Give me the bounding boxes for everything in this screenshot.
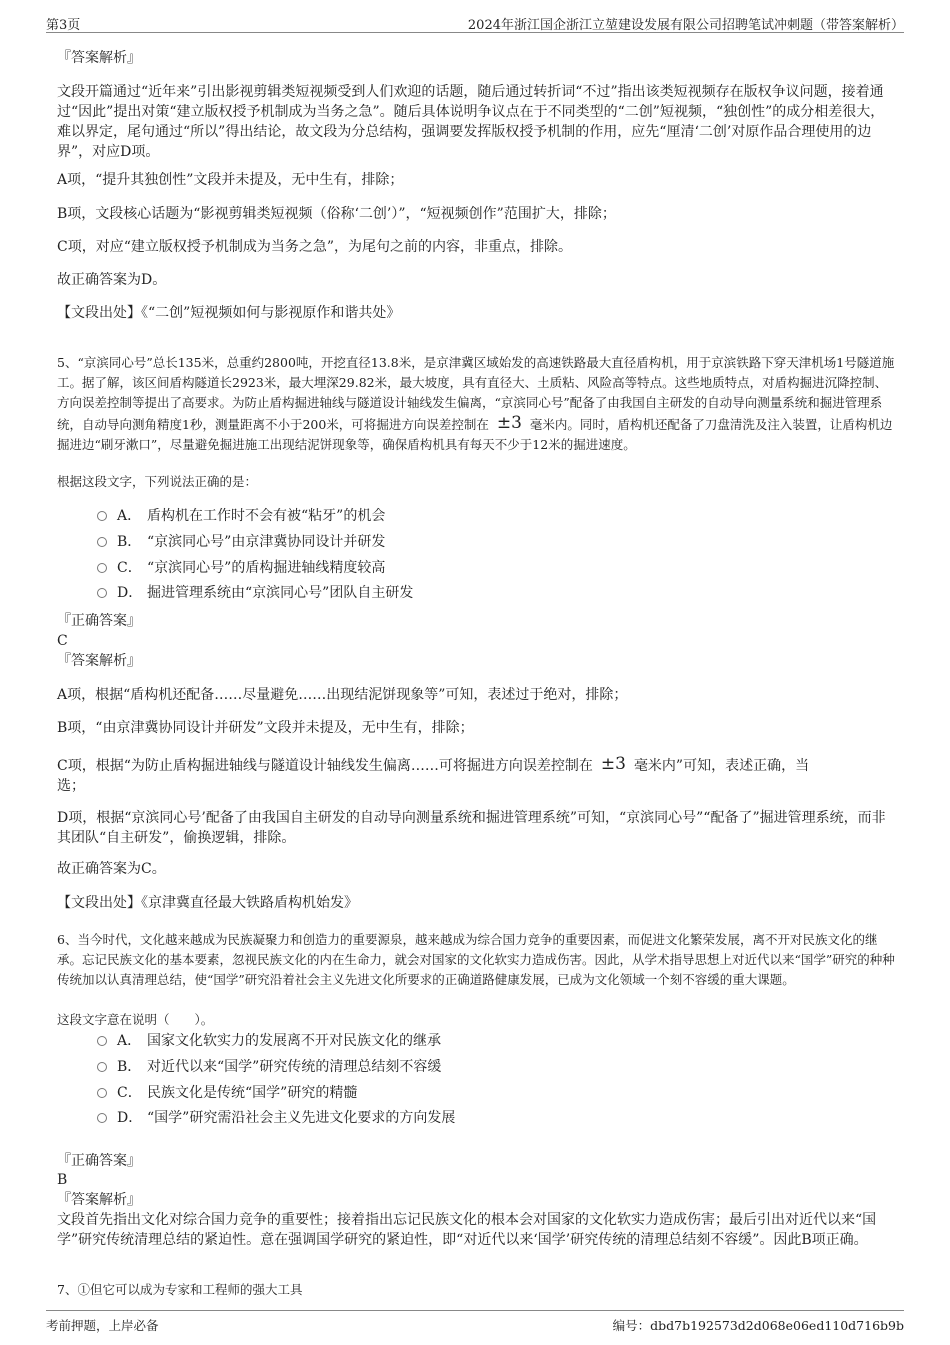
q5-option-b[interactable]: B． “京滨同心号”由京津冀协同设计并研发 — [97, 532, 385, 552]
q7-stem: 7、①但它可以成为专家和工程师的强大工具 — [57, 1282, 303, 1297]
q6-option-c[interactable]: C． 民族文化是传统“国学”研究的精髓 — [97, 1083, 357, 1103]
q4-option-a-analysis: A项，“提升其独创性”文段并未提及，无中生有，排除； — [57, 172, 404, 188]
q6-analysis: 文段首先指出文化对综合国力竞争的重要性；接着指出忘记民族文化的根本会对国家的文化软实力造成伤害；最后引出对近代以来“国学”研究传统清理总结的紧迫性。意在强调国学研究的紧迫性，即“对近代以来‘国学’研究传统的清理总结刻不容缓”。因此B项正确。 — [57, 1212, 877, 1248]
q5-option-d[interactable]: D． 掘进管理系统由“京滨同心号”团队自主研发 — [97, 583, 413, 603]
q5-prompt: 根据这段文字，下列说法正确的是： — [57, 474, 258, 489]
q4-conclusion: 故正确答案为D。 — [57, 272, 167, 288]
q5-answer: C — [57, 633, 68, 649]
q6-option-a[interactable]: A． 国家文化软实力的发展离不开对民族文化的继承 — [97, 1031, 441, 1051]
radio-icon[interactable] — [97, 1036, 107, 1046]
q6-option-b[interactable]: B． 对近代以来“国学”研究传统的清理总结刻不容缓 — [97, 1057, 441, 1077]
document-id: 编号：dbd7b192573d2d068e06ed110d716b9b — [612, 1318, 904, 1333]
q5-conclusion: 故正确答案为C。 — [57, 861, 166, 877]
plus-minus-value: ±3 — [496, 413, 522, 433]
radio-icon[interactable] — [97, 1088, 107, 1098]
q5-stem-part-2: 毫米内。同时，盾构机还配备了刀盘清洗及注入装置，让盾构机边掘进边“刷牙漱口”，尽量避免掘进施工出现结泥饼现象等，确保盾构机具有每天不少于12米的掘进速度。 — [57, 417, 893, 452]
q5-option-b-analysis: B项，“由京津冀协同设计并研发”文段并未提及，无中生有，排除； — [57, 720, 474, 736]
q5-option-d-analysis: D项，根据“京滨同心号’配备了由我国自主研发的自动导向测量系统和掘进管理系统”可知，“京滨同心号”“配备了”掘进管理系统，而非其团队“自主研发”，偷换逻辑，排除。 — [57, 810, 886, 846]
q6-answer-label: 『正确答案』 — [57, 1153, 141, 1169]
q5-answer-label: 『正确答案』 — [57, 613, 141, 629]
radio-icon[interactable] — [97, 588, 107, 598]
q6-answer: B — [57, 1172, 68, 1188]
q5-option-a[interactable]: A． 盾构机在工作时不会有被“粘牙”的机会 — [97, 506, 385, 526]
footer-slogan: 考前押题，上岸必备 — [46, 1318, 159, 1333]
page-footer — [46, 1310, 904, 1333]
q5-option-c[interactable]: C． “京滨同心号”的盾构掘进轴线精度较高 — [97, 558, 385, 578]
q4-option-b-analysis: B项，文段核心话题为“影视剪辑类短视频（俗称‘二创’）”，“短视频创作”范围扩大，排除； — [57, 206, 616, 222]
q6-option-d[interactable]: D． “国学”研究需沿社会主义先进文化要求的方向发展 — [97, 1108, 455, 1128]
document-title: 2024年浙江国企浙江立堃建设发展有限公司招聘笔试冲刺题（带答案解析） — [467, 18, 904, 33]
radio-icon[interactable] — [97, 537, 107, 547]
radio-icon[interactable] — [97, 563, 107, 573]
plus-minus-value: ±3 — [600, 754, 626, 774]
q6-analysis-label: 『答案解析』 — [57, 1192, 141, 1208]
q6-prompt: 这段文字意在说明（ ）。 — [57, 1012, 214, 1027]
page-number: 第3页 — [46, 18, 81, 33]
q5-stem — [57, 353, 897, 455]
q5-analysis-label: 『答案解析』 — [57, 653, 141, 669]
q4-option-c-analysis: C项，对应“建立版权授予机制成为当务之急”，为尾句之前的内容，非重点，排除。 — [57, 239, 573, 255]
q4-analysis-label: 『答案解析』 — [57, 50, 141, 66]
q5-stem-part-1: 5、“京滨同心号”总长135米，总重约2800吨，开挖直径13.8米，是京津冀区域始发的高速铁路最大直径盾构机，用于京滨铁路下穿天津机场1号隧道施工。据了解，该区间盾构隧道长2923米，最大埋深29.82米，最大坡度，具有直径大、土质粘、风险高等特点。这些地质特点，对盾构掘进沉降控制、方向误差控制等提出了高要求。为防止盾构掘进轴线与隧道设计轴线发生偏离，“京滨同心号”配备了由我国自主研发的自动导向测量系统和掘进管理系统，自动导向测角精度1秒，测量距离不小于200米，可将掘进方向误差控制在 — [57, 355, 895, 432]
q4-analysis: 文段开篇通过“近年来”引出影视剪辑类短视频受到人们欢迎的话题，随后通过转折词“不过”指出该类短视频存在版权争议问题，接着通过“因此”提出对策“建立版权授予机制成为当务之急”。随后具体说明争议点在于不同类型的“二创”短视频，“独创性”的成分相差很大，难以界定，尾句通过“所以”得出结论，故文段为分总结构，强调要发挥版权授予机制的作用，应先“厘清‘二创’对原作品合理使用的边界”，对应D项。 — [57, 84, 885, 160]
radio-icon[interactable] — [97, 511, 107, 521]
q6-stem: 6、当今时代，文化越来越成为民族凝聚力和创造力的重要源泉，越来越成为综合国力竞争的重要因素，而促进文化繁荣发展，离不开对民族文化的继承。忘记民族文化的基本要素，忽视民族文化的内在生命力，就会对国家的文化软实力造成伤害。因此，从学术指导思想上对近代以来“国学”研究的种种传统加以认真清理总结，使“国学”研究沿着社会主义先进文化所要求的正确道路健康发展，已成为文化领域一个刻不容缓的重大课题。 — [57, 932, 895, 987]
radio-icon[interactable] — [97, 1062, 107, 1072]
radio-icon[interactable] — [97, 1113, 107, 1123]
q5-option-c-analysis: C项，根据“为防止盾构掘进轴线与隧道设计轴线发生偏离……可将掘进方向误差控制在 ±3 毫米内”可知，表述正确，当 选； — [57, 754, 810, 794]
q5-source: 【文段出处】《京津冀直径最大铁路盾构机始发》 — [57, 895, 358, 911]
q5-option-a-analysis: A项，根据“盾构机还配备……尽量避免……出现结泥饼现象等”可知，表述过于绝对，排除； — [57, 687, 628, 703]
page-header — [46, 12, 904, 33]
q4-source: 【文段出处】《“二创”短视频如何与影视原作和谐共处》 — [57, 305, 401, 321]
